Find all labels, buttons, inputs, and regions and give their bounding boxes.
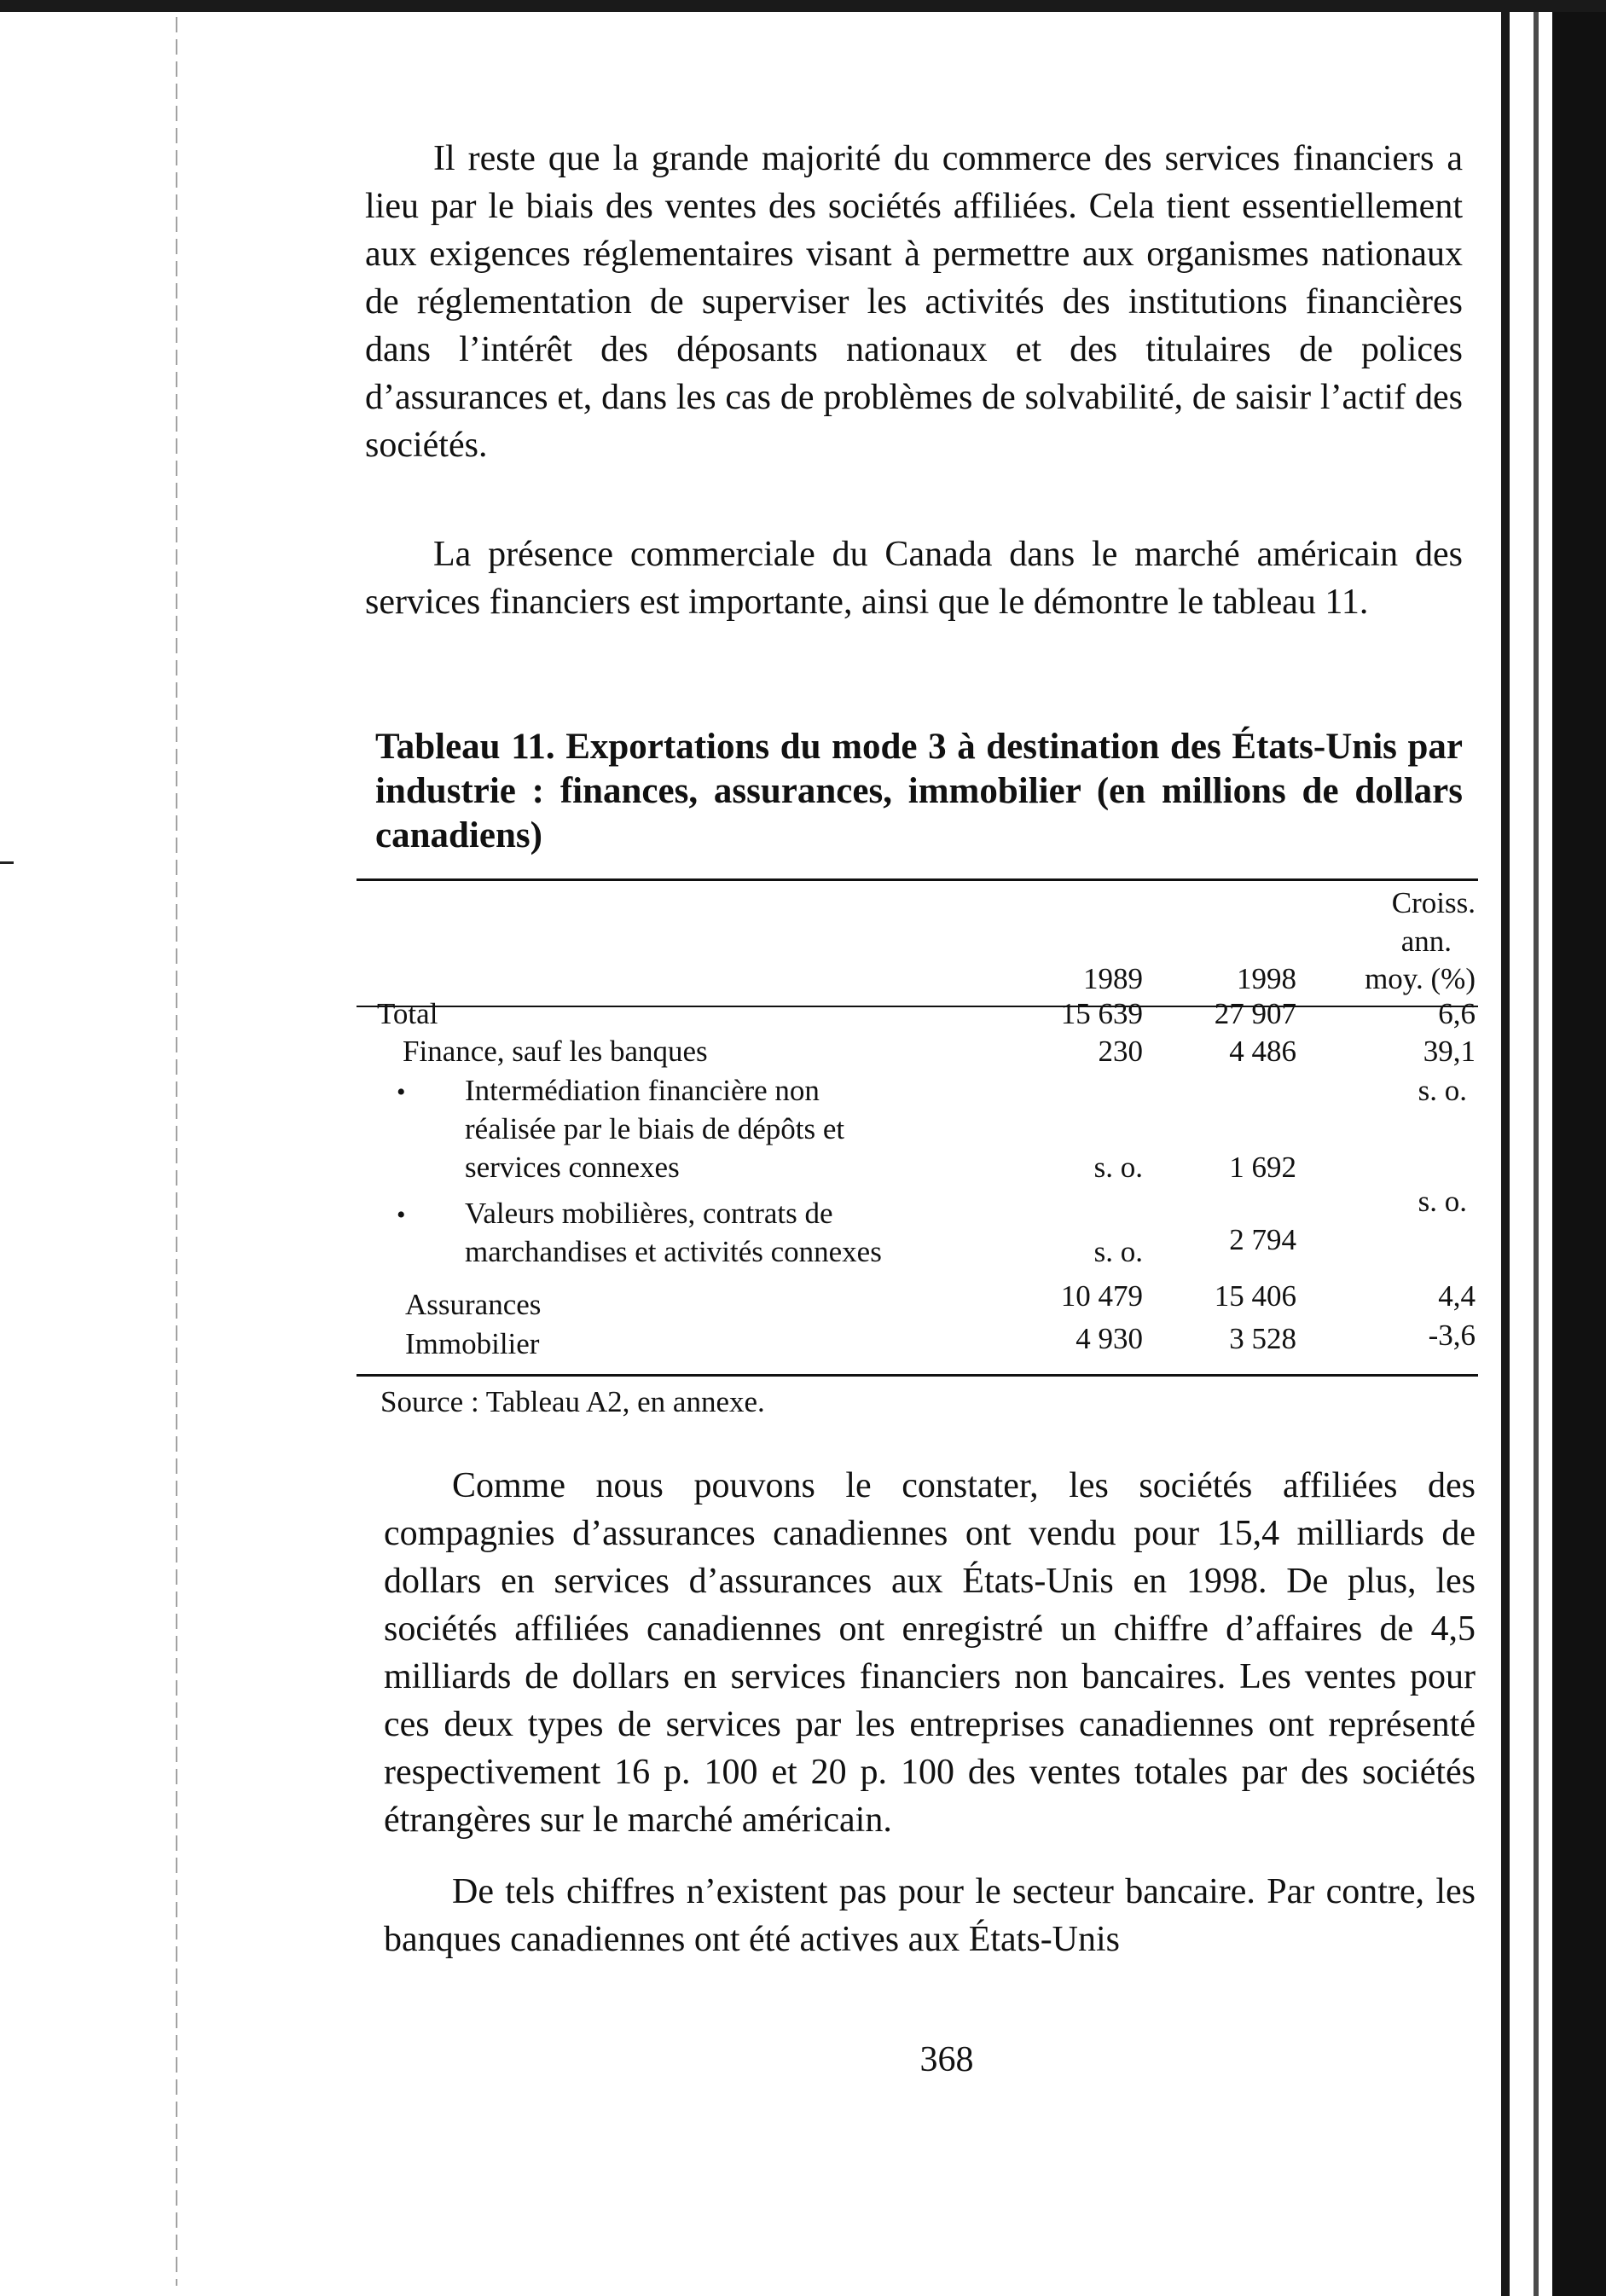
cell-1989: s. o.: [1093, 1151, 1143, 1184]
row-label-line: services connexes: [465, 1151, 680, 1184]
binding-dark-edge: [1552, 12, 1606, 2296]
cell-growth: s. o.: [1418, 1185, 1467, 1218]
row-label: Immobilier: [405, 1327, 540, 1360]
table-source-note: Source : Tableau A2, en annexe.: [380, 1385, 765, 1418]
cell-growth: s. o.: [1418, 1074, 1467, 1107]
row-label-line: marchandises et activités connexes: [465, 1235, 882, 1268]
cell-1989: 10 479: [1060, 1279, 1143, 1313]
table-row-total: [0, 994, 1476, 1033]
binding-shadow: [1501, 12, 1510, 2296]
scan-left-mark: [0, 861, 14, 864]
cell-1998: 15 406: [1214, 1279, 1296, 1313]
binding-line: [1534, 12, 1539, 2296]
row-label-line: Intermédiation financière non: [465, 1074, 820, 1107]
table-row-intermediation-cont2: [0, 1148, 1296, 1186]
cell-1989: s. o.: [1093, 1235, 1143, 1268]
table-header-1998: 1998: [1237, 962, 1296, 995]
table-header-growth-3: moy. (%): [1365, 962, 1476, 995]
cell-1998: 27 907: [1214, 997, 1296, 1030]
cell-growth: 4,4: [1438, 1279, 1476, 1313]
row-label: Assurances: [405, 1288, 542, 1321]
table-row-intermediation: [0, 1071, 1467, 1110]
table-header-growth-2: ann.: [1400, 925, 1452, 958]
scan-top-edge: [0, 0, 1606, 12]
cell-1998: 3 528: [1229, 1322, 1296, 1355]
bullet-icon: •: [397, 1201, 406, 1229]
cell-1989: 15 639: [1060, 997, 1143, 1030]
bullet-icon: •: [397, 1078, 406, 1106]
row-label-line: Valeurs mobilières, contrats de: [465, 1197, 833, 1230]
table-title: Tableau 11. Exportations du mode 3 à destination des États-Unis par industrie : finances, assurances, immobilier (en millions de dollars canadiens): [375, 727, 1463, 855]
paragraph-4: De tels chiffres n’existent pas pour le secteur bancaire. Par contre, les banques canadiennes ont été actives aux États-Unis: [384, 1872, 1476, 1959]
row-label: Total: [377, 997, 438, 1030]
table-row-securities: [0, 1185, 1467, 1232]
table-row-finance: [0, 1032, 1476, 1070]
row-label: Finance, sauf les banques: [403, 1035, 708, 1068]
cell-growth: -3,6: [1428, 1319, 1476, 1352]
row-label-line: réalisée par le biais de dépôts et: [465, 1112, 845, 1145]
table-rule-bottom: [357, 1374, 1478, 1377]
paragraph-3: Comme nous pouvons le constater, les sociétés affiliées des compagnies d’assurances canadiennes ont vendu pour 15,4 milliards de dollars en services d’assurances aux États-Unis en 1998. De plus, les sociétés affiliées canadiennes ont enregistré un chiffre d’affaires de 4,5 milliards de dollars en services financiers non bancaires. Les ventes pour ces deux types de services par les entreprises canadiennes ont représenté respectivement 16 p. 100 et 20 p. 100 des ventes totales par des sociétés étrangères sur le marché américain.: [384, 1466, 1476, 1840]
page-number: 368: [919, 2040, 974, 2079]
cell-growth: 39,1: [1423, 1035, 1476, 1068]
table-row-real-estate: [0, 1319, 1476, 1363]
table-row-securities-cont: [0, 1223, 1296, 1271]
table-row-intermediation-cont: [0, 1110, 1122, 1148]
table-header-1989: 1989: [1083, 962, 1143, 995]
table-row-insurance: [0, 1279, 1476, 1324]
cell-1989: 4 930: [1075, 1322, 1143, 1355]
table-header-growth-1: Croiss.: [1391, 886, 1476, 919]
cell-1998: 4 486: [1229, 1035, 1296, 1068]
cell-growth: 6,6: [1438, 997, 1476, 1030]
paragraph-1: Il reste que la grande majorité du commerce des services financiers a lieu par le biais des ventes des sociétés affiliées. Cela tient essentiellement aux exigences réglementaires visant à permettre aux organismes nationaux de réglementation de superviser les activités des institutions financières dans l’intérêt des déposants nationaux et des titulaires de polices d’assurances et, dans les cas de problèmes de solvabilité, de saisir l’actif des sociétés.: [365, 139, 1463, 465]
cell-1989: 230: [1098, 1035, 1143, 1068]
table-rule-top: [357, 878, 1478, 881]
cell-1998: 1 692: [1229, 1151, 1296, 1184]
scan-right-binding: [1501, 12, 1606, 2296]
paragraph-2: La présence commerciale du Canada dans le marché américain des services financiers est importante, ainsi que le démontre le tableau 11.: [365, 535, 1463, 622]
cell-1998: 2 794: [1229, 1223, 1296, 1256]
